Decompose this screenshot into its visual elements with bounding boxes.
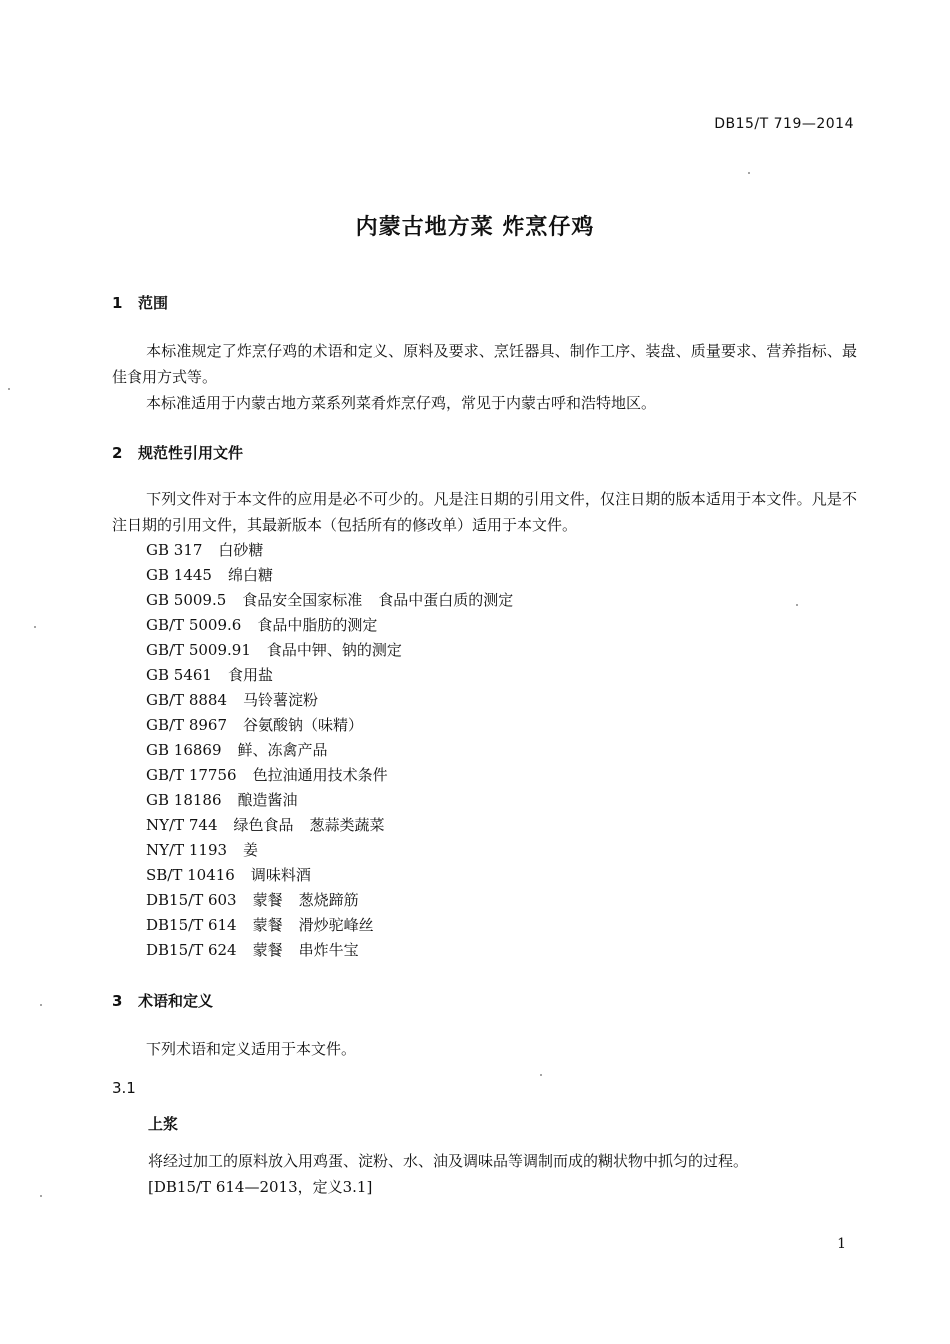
reference-name: 蒙餐 xyxy=(252,916,283,934)
clause-number: 3.1 xyxy=(112,1079,136,1097)
section-terms-heading xyxy=(112,990,213,1011)
reference-item xyxy=(146,763,513,788)
reference-item xyxy=(146,888,513,913)
reference-item xyxy=(146,563,513,588)
reference-code: GB/T 5009.91 xyxy=(146,641,251,659)
reference-item xyxy=(146,638,513,663)
section-title: 范围 xyxy=(138,294,169,312)
reference-name: 鲜、冻禽产品 xyxy=(237,741,328,759)
reference-name: 食品中脂肪的测定 xyxy=(257,616,378,634)
standard-code: DB15/T 719—2014 xyxy=(714,116,854,132)
references-intro-text: 下列文件对于本文件的应用是必不可少的。凡是注日期的引用文件，仅注日期的版本适用于本文件。凡是不注日期的引用文件，其最新版本（包括所有的修改单）适用于本文件。 xyxy=(112,490,857,534)
page-number: 1 xyxy=(837,1236,846,1252)
scope-paragraph-1 xyxy=(112,338,857,390)
reference-code: NY/T 744 xyxy=(146,816,218,834)
reference-item xyxy=(146,538,513,563)
scan-speck xyxy=(34,626,36,628)
reference-item xyxy=(146,688,513,713)
term-name: 上浆 xyxy=(148,1115,179,1133)
term-definition-block xyxy=(148,1148,748,1200)
reference-name-2: 串炸牛宝 xyxy=(298,941,359,959)
terms-intro xyxy=(112,1036,857,1062)
reference-code: GB 317 xyxy=(146,541,203,559)
reference-name: 食用盐 xyxy=(227,666,273,684)
reference-code: GB/T 8967 xyxy=(146,716,228,734)
references-intro xyxy=(112,486,857,538)
section-scope-heading xyxy=(112,292,168,313)
reference-name: 酿造酱油 xyxy=(237,791,298,809)
reference-name: 蒙餐 xyxy=(252,891,283,909)
reference-name-2: 葱烧蹄筋 xyxy=(298,891,359,909)
reference-name-2: 滑炒驼峰丝 xyxy=(298,916,374,934)
reference-code: NY/T 1193 xyxy=(146,841,228,859)
reference-code: DB15/T 614 xyxy=(146,916,237,934)
reference-item xyxy=(146,838,513,863)
reference-name: 食品安全国家标准 xyxy=(242,591,363,609)
reference-name: 绿色食品 xyxy=(233,816,294,834)
reference-name: 色拉油通用技术条件 xyxy=(252,766,388,784)
reference-name: 马铃薯淀粉 xyxy=(243,691,319,709)
reference-item xyxy=(146,788,513,813)
reference-code: GB 5009.5 xyxy=(146,591,227,609)
reference-code: DB15/T 603 xyxy=(146,891,237,909)
scope-paragraph-2 xyxy=(112,390,857,416)
reference-item xyxy=(146,738,513,763)
reference-code: GB/T 5009.6 xyxy=(146,616,242,634)
reference-code: GB 18186 xyxy=(146,791,222,809)
section-references-heading xyxy=(112,442,243,463)
reference-item xyxy=(146,938,513,963)
reference-name: 蒙餐 xyxy=(252,941,283,959)
scan-speck xyxy=(8,388,10,390)
section-number: 2 xyxy=(112,444,123,462)
reference-item xyxy=(146,613,513,638)
document-title: 内蒙古地方菜 炸烹仔鸡 xyxy=(355,215,595,240)
reference-item xyxy=(146,913,513,938)
scan-speck xyxy=(40,1195,42,1197)
reference-item xyxy=(146,813,513,838)
section-number: 3 xyxy=(112,992,123,1010)
section-title: 规范性引用文件 xyxy=(138,444,244,462)
reference-code: DB15/T 624 xyxy=(146,941,237,959)
reference-name: 谷氨酸钠（味精） xyxy=(243,716,364,734)
reference-item xyxy=(146,713,513,738)
reference-name: 调味料酒 xyxy=(250,866,311,884)
scope-text-2: 本标准适用于内蒙古地方菜系列菜肴炸烹仔鸡，常见于内蒙古呼和浩特地区。 xyxy=(146,394,657,412)
reference-item xyxy=(146,663,513,688)
section-number: 1 xyxy=(112,294,123,312)
reference-code: GB 5461 xyxy=(146,666,212,684)
scan-speck xyxy=(796,604,798,606)
reference-list xyxy=(146,538,513,963)
term-source: [DB15/T 614—2013，定义3.1] xyxy=(148,1178,373,1196)
section-title: 术语和定义 xyxy=(138,992,214,1010)
term-definition: 将经过加工的原料放入用鸡蛋、淀粉、水、油及调味品等调制而成的糊状物中抓匀的过程。 xyxy=(148,1152,749,1170)
reference-name: 姜 xyxy=(243,841,259,859)
reference-code: SB/T 10416 xyxy=(146,866,235,884)
reference-code: GB 1445 xyxy=(146,566,212,584)
reference-name: 白砂糖 xyxy=(218,541,264,559)
scan-speck xyxy=(40,1004,42,1006)
scan-speck xyxy=(540,1074,542,1076)
scope-text-1: 本标准规定了炸烹仔鸡的术语和定义、原料及要求、烹饪器具、制作工序、装盘、质量要求、营养指标、最佳食用方式等。 xyxy=(112,342,857,386)
reference-code: GB/T 17756 xyxy=(146,766,237,784)
reference-item xyxy=(146,588,513,613)
scan-speck xyxy=(748,172,750,174)
reference-name-2: 葱蒜类蔬菜 xyxy=(309,816,385,834)
reference-name-2: 食品中蛋白质的测定 xyxy=(378,591,514,609)
reference-item xyxy=(146,863,513,888)
terms-intro-text: 下列术语和定义适用于本文件。 xyxy=(146,1040,357,1058)
reference-code: GB/T 8884 xyxy=(146,691,228,709)
reference-code: GB 16869 xyxy=(146,741,222,759)
reference-name: 绵白糖 xyxy=(227,566,273,584)
reference-name: 食品中钾、钠的测定 xyxy=(266,641,402,659)
